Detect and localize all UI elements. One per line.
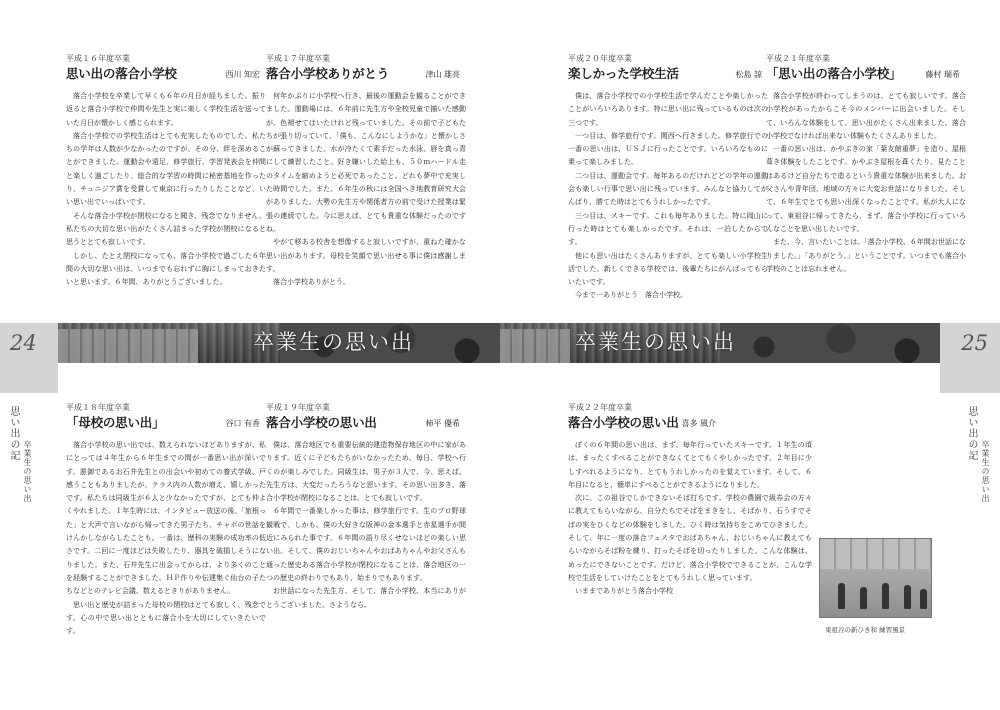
article-body [66, 439, 266, 638]
child-figure [904, 585, 911, 609]
banner-title: 卒業生の思い出 [253, 330, 414, 354]
article-paragraph: 落合小学校が終わってしまうのは、とても寂しいです。落合小学校があったからこそ今のメンバーに出会いました。そして、いろんな体験をして、思い出がたくさん出来ました。落合小学校でなければ出来ない体験もたくさんありました。 [766, 92, 966, 140]
article-heading [568, 65, 768, 85]
running-head-right [964, 406, 978, 461]
article-author: 谷口 有香 [225, 419, 260, 428]
article-body [568, 439, 812, 599]
article-card [266, 403, 466, 703]
practice-photo [819, 538, 932, 618]
child-figure [860, 587, 867, 609]
article-paragraph: 何年かぶりに小学校へ行き、最後の運動会を観ることができました。運動場には、６年前に先生方や全校児童で揃いた感動が、色褪せてはいたけれど残っていました。その前で子どもたちが張り切っていて、「僕も、こんなにしようかな」と懐かしさが蘇ってきました。水が冷たくて素手だった水泳、唇を真っ青にして練習したこと。好き嫌いした給上も、５０ｍハードル走のタイムを縮めようと必死であったこと。どれも夢中で充実した時間でした。また、６年生の秋には全国へき地教育研究大会がありました。大勢の先生方や関係者方の前で受けた授業は緊張の連続でした。今に思えば、とても貴重な体験だったのですね。 [266, 92, 466, 233]
article-paragraph: しかし、たとえ閉校になっても、落合小学校で過ごした６年間の大切な思い出は、いつまでも忘れずに胸にしまっておきたいと思います。６年間、ありがとうございました。 [66, 251, 266, 287]
article-grade: 平成１６年度卒業 [66, 54, 130, 63]
running-head-left [6, 406, 20, 461]
article-paragraph: 僕は、落合小学校での小学校生活で学んだことや楽しかったことがいろいろあります。特に思い出に残っているものは次の三つです。 [568, 92, 768, 127]
article-paragraph: 思い出と歴史が詰まった母校の閉校はとても寂しく、残念です。心の中で思い出とともに落合小を大切にしていきたいです。 [66, 600, 266, 636]
running-head-main: 思い出の記 [8, 406, 19, 461]
child-figure [920, 589, 927, 609]
article-card [568, 54, 768, 302]
banner-title: 卒業生の思い出 [575, 330, 736, 354]
article-paragraph: そんな落合小学校が閉校になると聞き、残念でなりません。私たちの大切な思い出がたくさん詰まった学校が閉校になると思うととても寂しいです。 [66, 211, 266, 247]
gym-wall-image [820, 539, 932, 569]
article-paragraph: 落合小学校の思い出では、数えられないほどありますが、私にとっては４年生から６年生までの間が一番思い出が深いです。悪御であるお石井先生との出会いや初めての養式学級、戸感うこともありましたが、クラス内の人数が増え、嬉しかったです。私たちは同級生が６人と少なかったですが、とても仲よくやれました。１年生時には、インタビュー放送の後、「旅根った」と大声で言いながら帰ってきた男子たち。チャボの世話をけんかしながらしたことも。一番は、歴科の実験の成功率の低さです。二回に一度ほどは失敗したり、器具を破損しそうになりました。また、石井先生に出会ってからは、より多くのことを経験することができました。ＨＰ作りや伝建集ぐ仙台の子たちなどとのテレビ会議、数えるときりがありません。 [66, 441, 266, 596]
article-author: 喜多 風介 [681, 419, 716, 428]
article-card [66, 403, 266, 703]
article-author: 津山 雄亮 [425, 70, 460, 79]
article-body [266, 90, 466, 289]
article-grade: 平成２２年度卒業 [568, 403, 632, 412]
article-heading [568, 414, 812, 434]
section-banner-right [500, 323, 940, 363]
article-title: 楽しかった学校生活 [568, 66, 679, 81]
section-banner-left [58, 323, 500, 363]
article-body [66, 90, 266, 289]
article-grade: 平成１８年度卒業 [66, 403, 130, 412]
article-paragraph: 僕は、落合地区でも重要伝統的建造物保存地区の中に家があります。近くに子どもたちがいなかったため、毎日、学校へ行くのが楽しみでした。同級生は、男子が３人で、今、思えば、先生方は、大変だったろうなと思います。その思い出多き、落合小学校が閉校になることは、とても寂しいです。 [266, 441, 466, 503]
running-head-left-sub [20, 440, 34, 503]
article-title: 落合小学校の思い出 [266, 415, 377, 430]
article-grade: 平成２０年度卒業 [568, 54, 632, 63]
page-number-box-left [0, 323, 58, 393]
child-figure [882, 583, 889, 609]
article-paragraph: 落合小学校ありがとう。 [273, 278, 350, 287]
article-author: 松島 諒 [735, 70, 762, 79]
article-heading [266, 414, 466, 434]
article-heading [266, 65, 466, 85]
school-building-image [500, 329, 570, 363]
article-card [266, 54, 466, 302]
running-head-main: 思い出の記 [966, 406, 977, 461]
article-card [568, 403, 812, 703]
article-title: 落合小学校ありがとう [266, 66, 390, 81]
article-body [266, 439, 466, 612]
article-card [66, 54, 266, 302]
article-grade: 平成１９年度卒業 [266, 403, 330, 412]
article-paragraph: お世話になった先生方、そして、落合小学校、本当にありがとうございました。さようなら。 [266, 587, 466, 609]
page-number-box-right [940, 323, 1000, 393]
photo-caption: 東祖谷の新ひき和 練習風景 [825, 626, 906, 634]
article-paragraph: ６年間で一番楽しかった事は、修学旅行です。生のプロ野球観戦で、しかも、僕の大好きな阪神の金本選手と赤星選手が間近にみられた事です。６年間の語り尽くせないほどの楽しい思い出。そして、僕のおじいちゃんやおばあちゃんやお父さんも通った歴史ある落合小学校が閉校になることは、落合地区の一つの歴史の終わりでもあり、始まりでもあります。 [266, 507, 466, 582]
article-title: 落合小学校の思い出 [568, 415, 679, 430]
article-paragraph: また、今、言いたいことは、「落合小学校、６年間お世話になりました。」「ありがとう。」ということです。いつまでも落合小学校のことは忘れません。 [766, 238, 966, 273]
school-building-image [58, 329, 198, 363]
page-number-left: 24 [10, 331, 37, 355]
article-paragraph: いままでありがとう落合小学校 [575, 587, 673, 596]
article-grade: 平成２１年度卒業 [766, 54, 830, 63]
article-author: 柿平 優希 [425, 419, 460, 428]
article-heading [766, 65, 966, 85]
article-title: 「母校の思い出」 [66, 415, 165, 430]
article-author: 藤村 瑞希 [925, 70, 960, 79]
article-paragraph: 落合小学校での学校生活はとても充実したものでした。私たちの学年は人数が少なかったのですが、その分、絆を深めることができました。運動会や遠足、修学旅行、学習発表会を仲間と楽しく過ごしたり、総合的な学習の時間に秘密基地を作ったり、チュニジア賞を受賞して東京に行ったりしたことなど、いい思い出でいっぱいです。 [66, 131, 266, 207]
article-paragraph: 二つ目は、運動会です。毎年あるのだけれどどの学年の運動会も楽しい行事で思い出に残っています。みんなと協力してがんばり、勝てた時はとてもうれしかったです。 [568, 171, 768, 207]
article-paragraph: 落合小学校を卒業して早くも６年の月日が経ちました。振り返ると落合小学校で仲間や先生と実に楽しく学校生活を送っていた月日が懐かしく感じられます。 [66, 92, 266, 127]
article-paragraph: 他にも思い出はたくさんありますが、とても楽しい小学校生活でした。新しくできる学校では、後輩たちにがんばってもらいたいです。 [568, 251, 768, 287]
article-title: 思い出の落合小学校 [66, 66, 177, 81]
article-heading [66, 65, 266, 85]
article-body [766, 90, 966, 276]
article-paragraph: 三つ目は、スキーです。これも毎年ありました。特に岡山に行った時はとても楽しかったです。それは、一泊したからです。 [568, 211, 768, 247]
running-head-right-sub [978, 440, 992, 503]
article-title: 「思い出の落合小学校」 [766, 66, 902, 81]
child-figure [838, 583, 845, 609]
article-author: 西川 知宏 [225, 70, 260, 79]
article-card [766, 54, 966, 302]
running-head-sub: 卒業生の思い出 [23, 440, 32, 503]
article-grade: 平成１７年度卒業 [266, 54, 330, 63]
article-paragraph: やがて移ある校舎を想像すると寂しいですが、重ねた確かな思い出があります。母校を笑顔で思い出せる事に僕は感謝します。 [266, 238, 466, 273]
article-body [568, 90, 768, 302]
running-head-sub: 卒業生の思い出 [981, 440, 990, 503]
article-paragraph: 一つ目は、修学旅行です。関西へ行きました。修学旅行での一番の思い出は、ＵＳＪに行ったことです。いろいろなものに乗って楽しみました。 [568, 131, 768, 167]
page-number-right: 25 [961, 331, 988, 355]
forest-image [720, 323, 940, 363]
article-paragraph: 次に、この祖谷でしかできないそば打ちです。学校の農園で級券会の方々に教えてもらいながら、自分たちでそばをまきをし、そばかり、石うすでそばの実をひくなどの体験をしました。ひく時は気持ちをこめてひきました。そして、年に一度の落合フェスタでおばあちゃん、おじいちゃんに教えてもらいながらそば粉を練り、打ったそばを切ったりしました。こんな体験は、めったにできないことです。だけど、落合小学校でできることが、こんな学校で生活をしていけたことをとてもうれしく思っています。 [568, 494, 812, 582]
article-paragraph: ぼくの６年間の思い出は、まず、毎年行っていたスキーです。１年生の頃は、まったくすべることができなくてとてもくやしかったです。２年目に少しすべれるようになり、とてもうれしかったのを覚えています。そして、６年目になると、簡単にすべることができるようになりました。 [568, 441, 812, 489]
article-paragraph: 一番の思い出は、かやぶきの家「葉友館重夢」を造り、屋根葺き体験をしたことです。かやぶき屋根を葺くたり、見たことはあるけど自分たちで造るという貴重な体験が出来ました。お父さんや青年団、地域の方々に大変お世話になりました。そして、６年生でとても思い出深くなったことです。私が大人になって、東祖谷に帰ってきたら、まず、落合小学校に行っていろんなことを思い出したいです。 [766, 145, 966, 233]
article-paragraph: 今まで一ありがとう 落合小学校。 [575, 291, 687, 300]
article-heading [66, 414, 266, 434]
